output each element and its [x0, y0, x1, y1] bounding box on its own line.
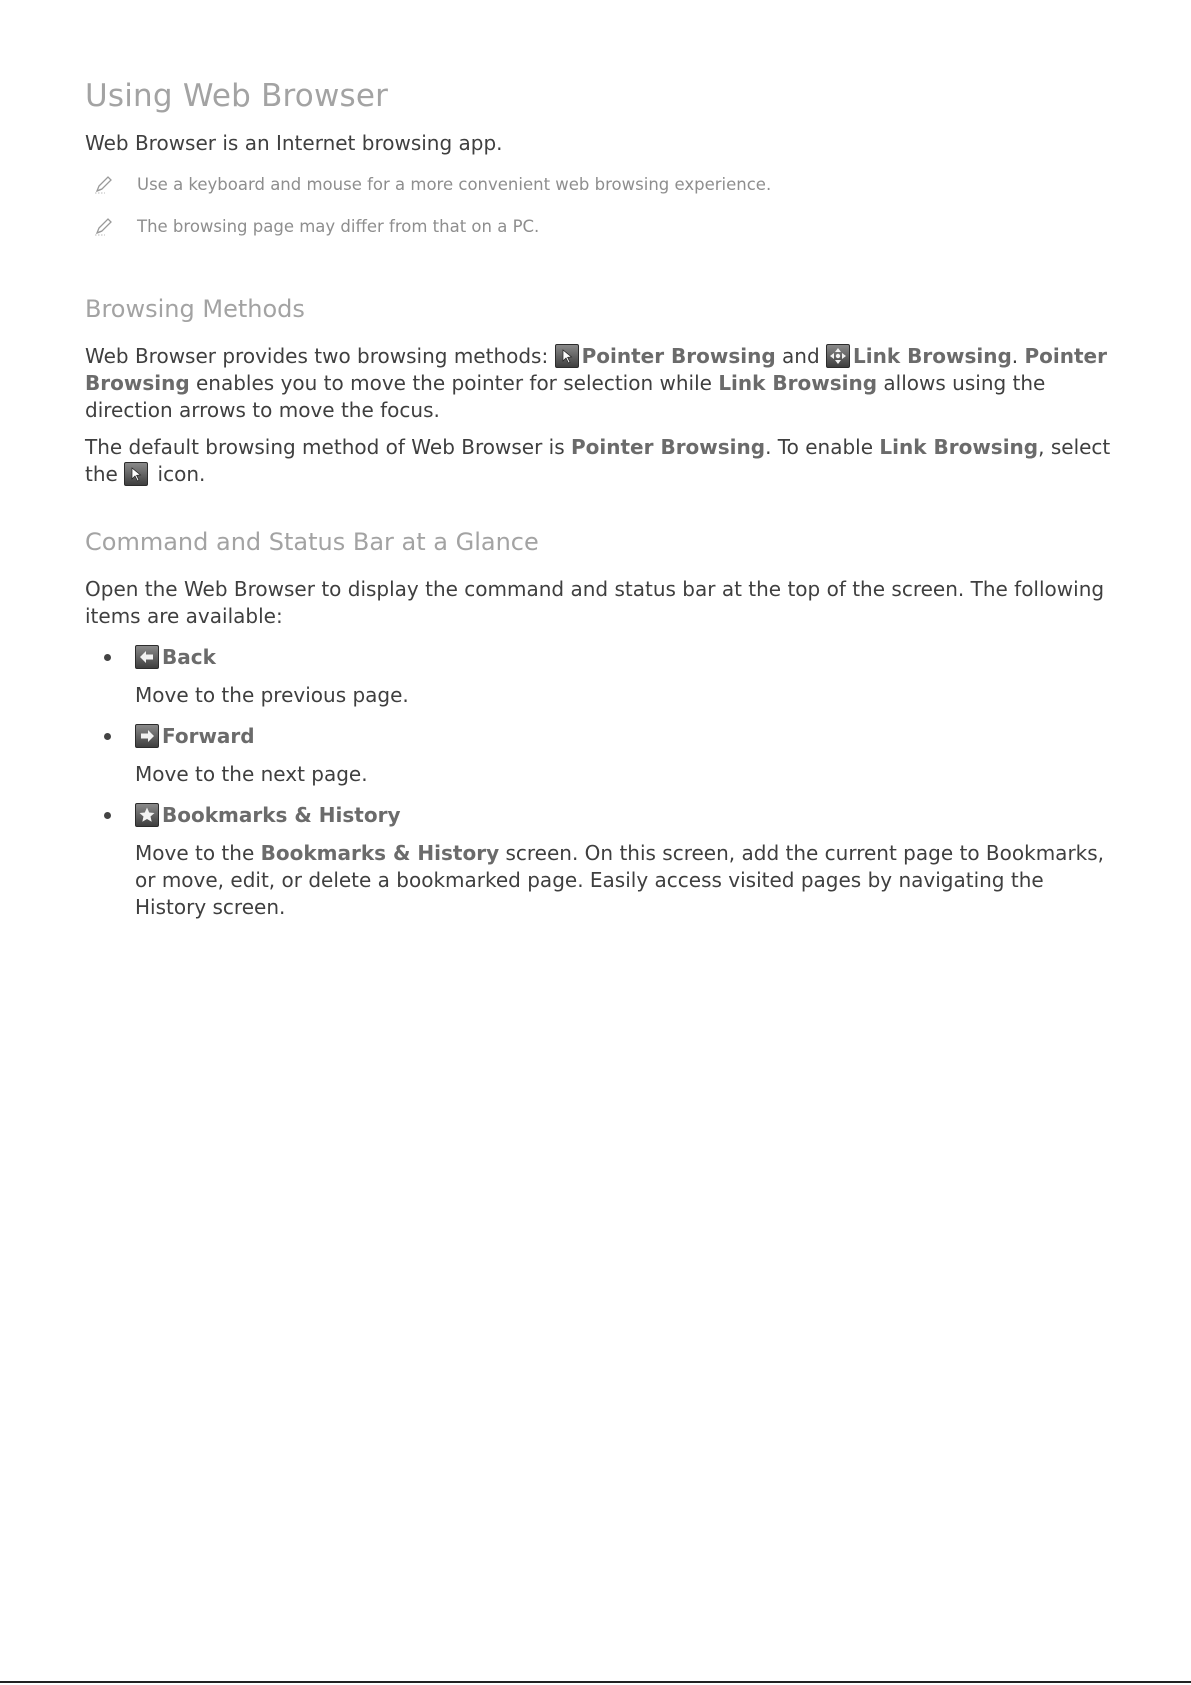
page-title: Using Web Browser	[85, 78, 389, 114]
text: , select the	[85, 435, 1111, 486]
link-browsing-term: Link Browsing	[853, 344, 1012, 368]
forward-arrow-icon	[135, 724, 159, 748]
section-heading-browsing-methods: Browsing Methods	[85, 295, 305, 323]
item-description: Move to the next page.	[135, 762, 368, 786]
bullet	[104, 733, 111, 740]
item-label: Bookmarks & History	[162, 803, 401, 827]
note-1	[93, 171, 1115, 197]
note-text: Use a keyboard and mouse for a more convenient web browsing experience.	[137, 174, 772, 194]
command-items-list	[85, 644, 1115, 921]
item-description: Move to the previous page.	[135, 683, 409, 707]
bullet	[104, 812, 111, 819]
text: and	[775, 344, 827, 368]
item-title	[135, 644, 1115, 670]
text: .	[1011, 344, 1025, 368]
text: The default browsing method of Web Browser is	[85, 435, 571, 459]
pencil-note-icon	[93, 173, 115, 195]
item-title	[135, 802, 1115, 828]
text: . To enable	[765, 435, 880, 459]
text: screen. On this screen, add the current page to Bookmarks, or move, edit, or delete a bookmarked page. Easily access visited pages by navigating the History screen.	[135, 841, 1105, 919]
item-label: Back	[162, 645, 216, 669]
note-text: The browsing page may differ from that on a PC.	[137, 216, 540, 236]
star-icon	[135, 803, 159, 827]
list-item-forward	[85, 723, 1115, 788]
browsing-methods-paragraph-1	[85, 343, 1115, 424]
link-browsing-term: Link Browsing	[879, 435, 1039, 459]
text: Move to the	[135, 841, 261, 865]
direction-arrows-icon	[826, 344, 850, 368]
intro-text: Web Browser is an Internet browsing app.	[85, 131, 503, 155]
pointer-browsing-term: Pointer Browsing	[571, 435, 766, 459]
pointer-cursor-icon	[124, 462, 148, 486]
section-heading-command-status-bar: Command and Status Bar at a Glance	[85, 528, 539, 556]
pointer-browsing-term: Pointer Browsing	[581, 344, 776, 368]
bottom-rule	[0, 1681, 1191, 1683]
pointer-browsing-term: Pointer Browsing	[85, 344, 1107, 395]
pointer-cursor-icon	[555, 344, 579, 368]
list-item-bookmarks-history	[85, 802, 1115, 921]
text: icon.	[151, 462, 206, 486]
text: Web Browser provides two browsing methods:	[85, 344, 555, 368]
note-2	[93, 213, 1115, 239]
text: enables you to move the pointer for selection while	[189, 371, 719, 395]
pencil-note-icon	[93, 215, 115, 237]
text: allows using the direction arrows to move the focus.	[85, 371, 1046, 422]
item-label: Forward	[162, 724, 255, 748]
link-browsing-term: Link Browsing	[718, 371, 878, 395]
bookmarks-history-term: Bookmarks & History	[260, 841, 500, 865]
item-title	[135, 723, 1115, 749]
command-intro: Open the Web Browser to display the command and status bar at the top of the screen. The following items are available:	[85, 577, 1105, 628]
list-item-back	[85, 644, 1115, 709]
bullet	[104, 654, 111, 661]
page	[85, 78, 1115, 935]
browsing-methods-paragraph-2	[85, 434, 1115, 488]
back-arrow-icon	[135, 645, 159, 669]
item-description	[135, 840, 1115, 921]
